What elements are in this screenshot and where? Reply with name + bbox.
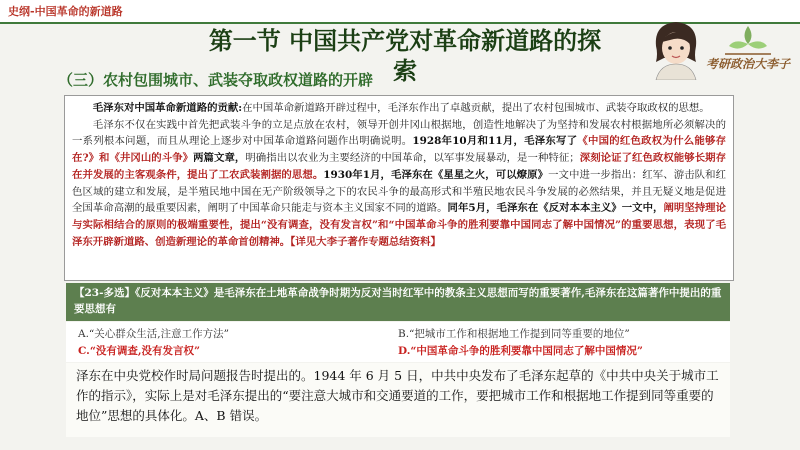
detail-text-h: 一文中进一步指出：红军、游击队和红色区域的建立和发展，是半殖民地中国在无产阶级领导之下的农民斗争的最高形式和半殖民地农民斗争发展的必然结果，并且无疑义地是促进全国革命高潮的最重要因素，阐明了中国革命只能走与资本主义国家不同的道路。 <box>72 168 726 215</box>
detail-paragraph <box>72 117 726 251</box>
detail-text-g: 1930年1月，毛泽东在《星星之火，可以燎原》 <box>323 168 549 181</box>
contribution-label: 毛泽东对中国革命新道路的贡献: <box>92 102 243 114</box>
detail-highlight-j: 阐明坚持理论与实际相结合的原则的极端重要性，提出“没有调查，没有发言权”和“中国革命斗争的胜利要靠中国同志了解中国情况”的重要思想， <box>72 202 727 231</box>
option-a: A.“关心群众生活,注意工作方法” <box>78 328 229 340</box>
question-bar: 【23-多选】《反对本本主义》是毛泽东在土地革命战争时期为反对当时红军中的教条主义思想而写的重要著作,毛泽东在这篇著作中提出的重要思想有 <box>66 283 730 321</box>
slide-title: 第一节 中国共产党对革命新道路的探索 <box>208 27 602 85</box>
detail-text-b: 1928年10月和11月，毛泽东写了 <box>412 135 578 148</box>
detail-text-e: 明确指出以农业为主要经济的中国革命，以军事发展暴动，是一种特征； <box>245 152 580 165</box>
section-subheading: （三）农村包围城市、武装夺取政权道路的开辟 <box>58 71 374 89</box>
option-b: B.“把城市工作和根据地工作提到同等重要的地位” <box>398 328 630 340</box>
detail-text-i: 同年5月，毛泽东在《反对本本主义》一文中， <box>447 202 664 215</box>
detail-highlight-f: 深刻论证了红色政权能够长期存在并发展的主客观条件，提出了工农武装割据的思想。 <box>72 152 727 181</box>
contribution-text: 在中国革命新道路开辟过程中，毛泽东作出了卓越贡献，提出了农村包围城市、武装夺取政权的思想。 <box>242 102 710 114</box>
detail-text-d: 两篇文章， <box>193 152 246 165</box>
brand-logo-text: 考研政治大李子 <box>706 57 791 71</box>
answer-explanation: 泽东在中央党校作时局问题报告时提出的。1944 年 6 月 5 日，中共中央发布了毛泽东起草的《中共中央关于城市工作的指示》，实际上是对毛泽东提出的“要注意大城市和交通要道的工作，要把城市工作和根据地工作提到同等重要的地位”思想的具体化。A、B 错误。 <box>66 363 730 437</box>
option-d: D.“中国革命斗争的胜利要靠中国同志了解中国情况” <box>398 345 643 357</box>
option-c: C.“没有调查,没有发言权” <box>78 345 201 357</box>
contribution-paragraph <box>72 100 726 117</box>
content-box <box>64 95 734 281</box>
detail-reference-note: 【详见大李子著作专题总结资料】 <box>290 235 441 248</box>
detail-text-a: 毛泽东不仅在实践中首先把武装斗争的立足点放在农村，领导开创井冈山根据地，创造性地解决了为坚持和发展农村根据地所必须解决的一系列根本问题，而且从理论上逐步对中国革命道路问题作出明确说明。 <box>72 118 726 148</box>
teacher-avatar-icon <box>648 18 704 80</box>
question-options <box>66 322 730 362</box>
detail-highlight-k: 表现了毛泽东开辟新道路、创造新理论的革命首创精神。 <box>72 218 727 248</box>
detail-works-1928: 《中国的红色政权为什么能够存在?》和《井冈山的斗争》 <box>72 135 727 165</box>
course-label: 史纲-中国革命的新道路 <box>8 5 123 18</box>
